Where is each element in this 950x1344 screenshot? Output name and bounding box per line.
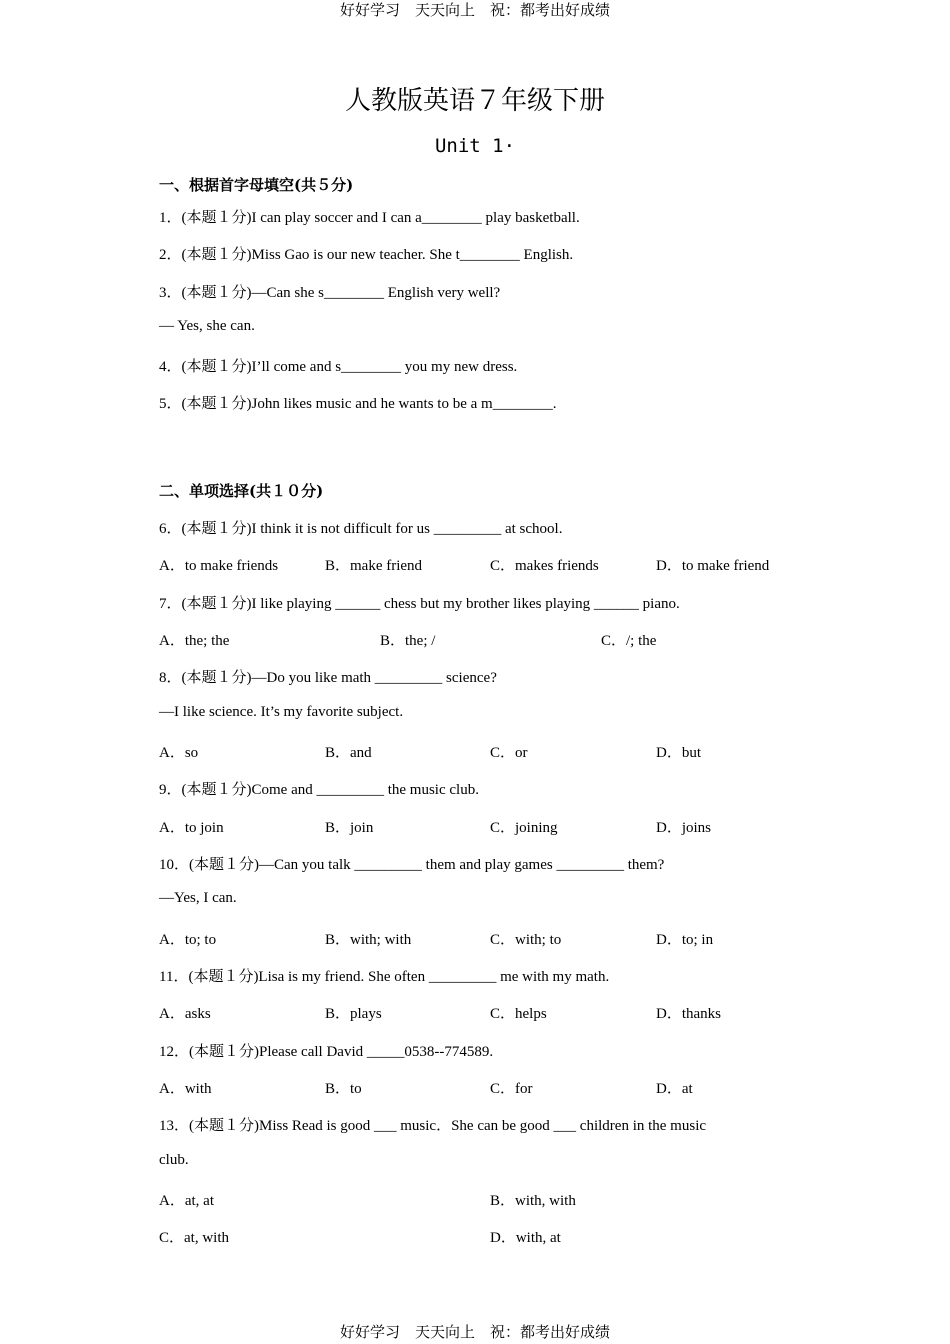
q13-option-b: B．with, with: [490, 1193, 576, 1209]
question-10-reply: —Yes, I can.: [159, 890, 237, 906]
page-header: 好好学习 天天向上 祝：都考出好成绩: [339, 1, 610, 19]
q8-option-c: C．or: [490, 745, 528, 761]
question-3-reply: — Yes, she can.: [159, 318, 255, 334]
q10-option-a: A．to; to: [159, 932, 217, 948]
question-10: 10．(本题１分)—Can you talk _________ them and play games _________ them?: [159, 857, 665, 873]
question-13-continued: club.: [159, 1152, 189, 1168]
q10-option-c: C．with; to: [490, 932, 562, 948]
question-4: 4．(本题１分)I’ll come and s________ you my new dress.: [159, 359, 518, 375]
question-13: 13．(本题１分)Miss Read is good ___ music．She can be good ___ children in the music: [159, 1118, 707, 1134]
question-12: 12．(本题１分)Please call David _____0538--774589.: [159, 1044, 494, 1060]
q6-option-b: B．make friend: [325, 558, 423, 574]
q12-option-d: D．at: [656, 1081, 693, 1097]
question-3: 3．(本题１分)—Can she s________ English very well?: [159, 285, 501, 301]
q9-option-b: B．join: [325, 820, 374, 836]
q13-option-d: D．with, at: [490, 1230, 561, 1246]
q8-option-d: D．but: [656, 745, 702, 761]
q12-option-c: C．for: [490, 1081, 533, 1097]
question-8: 8．(本题１分)—Do you like math _________ science?: [159, 670, 497, 686]
q6-option-a: A．to make friends: [159, 558, 279, 574]
q10-option-b: B．with; with: [325, 932, 412, 948]
question-11: 11．(本题１分)Lisa is my friend. She often _________ me with my math.: [159, 969, 610, 985]
section-2-heading: 二、单项选择(共１０分): [159, 482, 324, 500]
question-2: 2．(本题１分)Miss Gao is our new teacher. She t________ English.: [159, 247, 574, 263]
q9-option-d: D．joins: [656, 820, 712, 836]
document-title: 人教版英语７年级下册: [344, 86, 605, 116]
q13-option-c: C．at, with: [159, 1230, 229, 1246]
unit-subtitle: Unit 1·: [434, 135, 516, 157]
q7-option-a: A．the; the: [159, 633, 230, 649]
q7-option-b: B．the; /: [380, 633, 436, 649]
question-7: 7．(本题１分)I like playing ______ chess but my brother likes playing ______ piano.: [159, 596, 680, 612]
q11-option-a: A．asks: [159, 1006, 211, 1022]
q12-option-a: A．with: [159, 1081, 212, 1097]
q12-option-b: B．to: [325, 1081, 362, 1097]
q11-option-b: B．plays: [325, 1006, 382, 1022]
q9-option-a: A．to join: [159, 820, 224, 836]
q10-option-d: D．to; in: [656, 932, 714, 948]
q9-option-c: C．joining: [490, 820, 558, 836]
page-footer: 好好学习 天天向上 祝：都考出好成绩: [339, 1323, 610, 1341]
q11-option-d: D．thanks: [656, 1006, 721, 1022]
q13-option-a: A．at, at: [159, 1193, 214, 1209]
question-8-reply: —I like science. It’s my favorite subject.: [159, 704, 404, 720]
section-1-heading: 一、根据首字母填空(共５分): [159, 176, 354, 194]
q7-option-c: C．/; the: [601, 633, 657, 649]
question-1: 1．(本题１分)I can play soccer and I can a________ play basketball.: [159, 210, 580, 226]
question-9: 9．(本题１分)Come and _________ the music club.: [159, 782, 479, 798]
q6-option-d: D．to make friend: [656, 558, 770, 574]
question-5: 5．(本题１分)John likes music and he wants to be a m________.: [159, 396, 557, 412]
q11-option-c: C．helps: [490, 1006, 547, 1022]
question-6: 6．(本题１分)I think it is not difficult for us _________ at school.: [159, 521, 563, 537]
q8-option-b: B．and: [325, 745, 372, 761]
q6-option-c: C．makes friends: [490, 558, 599, 574]
q8-option-a: A．so: [159, 745, 199, 761]
